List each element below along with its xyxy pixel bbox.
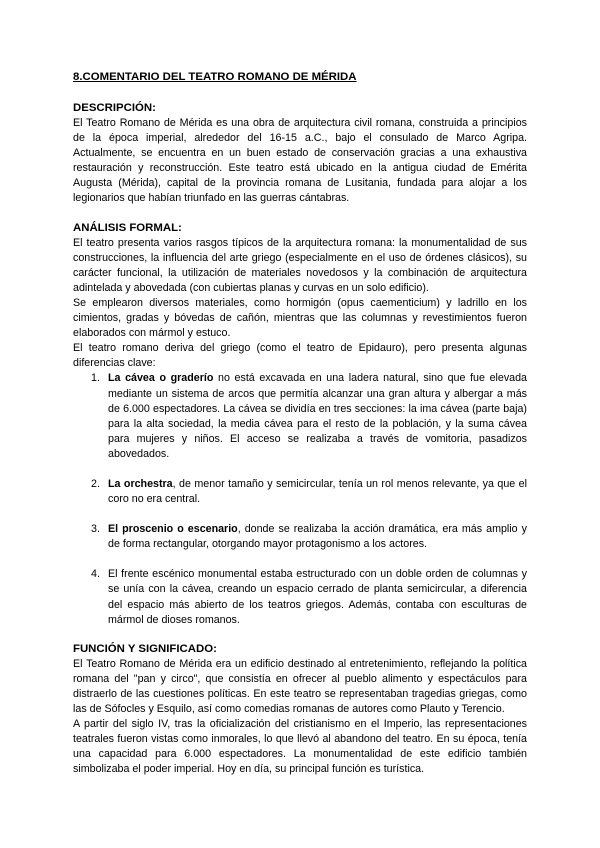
list-item-bold: La orchestra [108,477,173,490]
section-funcion [73,642,527,778]
list-item-number: 3. [91,523,100,536]
paragraph-analisis-1: El teatro presenta varios rasgos típicos de la arquitectura romana: la monumentalidad de sus construcciones, la influencia del arte griego (especialmente en el uso de órdenes clásicos), su carácter funcional, la utilización de materiales novedosos y la combinación de arquitectura adintelada y abovedada (con cubiertas planas y curvas en un solo edificio). [73,236,527,294]
document-page [73,70,527,777]
paragraph-descripcion: El Teatro Romano de Mérida es una obra de arquitectura civil romana, construida a principios de la época imperial, alrededor del 16-15 a.C., bajo el consulado de Marco Agripa. Actualmente, se encuentra en un buen estado de conservación gracias a una exhaustiva restauración y reconstrucción. Este teatro está ubicado en la antigua ciudad de Emérita Augusta (Mérida), capital de la provincia romana de Lusitania, fundada para alojar a los legionarios que habían triunfado en las guerras cántabras. [73,117,527,205]
list-item-text: , de menor tamaño y semicircular, tenía un rol menos relevante, ya que el coro no era central. [108,477,527,506]
paragraph-funcion-1: El Teatro Romano de Mérida era un edificio destinado al entretenimiento, reflejando la política romana del "pan y circo", que consistía en ofrecer al pueblo alimento y espectáculos para distraerlo de las cuestiones políticas. En este teatro se representaban tragedias griegas, como las de Sófocles y Esquilo, así como comedias romanas de autores como Plauto y Terencio. [73,657,527,715]
list-item [73,477,527,507]
heading-funcion: FUNCIÓN Y SIGNIFICADO: [73,642,217,655]
heading-descripcion: DESCRIPCIÓN: [73,102,156,114]
paragraph-funcion-2: A partir del siglo IV, tras la oficialización del cristianismo en el Imperio, las representaciones teatrales fueron vistas como inmorales, lo que llevó al abandono del teatro. En su época, tenía una capacidad para 6.000 espectadores. La monumentalidad de este edificio también simbolizaba el poder imperial. Hoy en día, su principal función es turística. [73,718,527,776]
paragraph-analisis-3: El teatro romano deriva del griego (como el teatro de Epidauro), pero presenta algunas diferencias clave: [73,342,527,370]
list-item-text: no está excavada en una ladera natural, sino que fue elevada mediante un sistema de arcos que permitía alcanzar una gran altura y albergar a más de 6.000 espectadores. La cávea se dividía en tres secciones: la ima cávea (parte baja) para la alta sociedad, la media cávea para el resto de la población, y la suma cávea para mujeres y niños. El acceso se realizaba a través de vomitoria, pasadizos abovedados. [108,372,528,460]
list-item-number: 1. [91,372,100,385]
list-item-text: El frente escénico monumental estaba estructurado con un doble orden de columnas y se unía con la cávea, creando un espacio cerrado de planta semicircular, a diferencia del espacio más abierto de los teatros griegos. Además, contaba con esculturas de mármol de dioses romanos. [108,568,527,626]
list-item [73,522,527,552]
differences-list [73,371,527,627]
document-title: 8.COMENTARIO DEL TEATRO ROMANO DE MÉRIDA [73,71,357,83]
list-item-number: 4. [91,568,100,581]
section-descripcion [73,101,527,207]
list-item-bold: La cávea o graderío [108,372,214,385]
list-item-bold: El proscenio o escenario [108,523,238,536]
list-item-number: 2. [91,477,100,490]
paragraph-analisis-2: Se emplearon diversos materiales, como hormigón (opus caementicium) y ladrillo en los cimientos, gradas y bóvedas de cañón, mientras que las columnas y revestimientos fueron elaborados con mármol y estuco. [73,296,527,340]
list-item-text: , donde se realizaba la acción dramática, era más amplio y de forma rectangular, otorgando mayor protagonismo a los actores. [108,523,527,551]
heading-analisis: ANÁLISIS FORMAL: [73,221,182,234]
list-item [73,567,527,627]
list-item [73,371,527,462]
section-analisis [73,221,527,628]
